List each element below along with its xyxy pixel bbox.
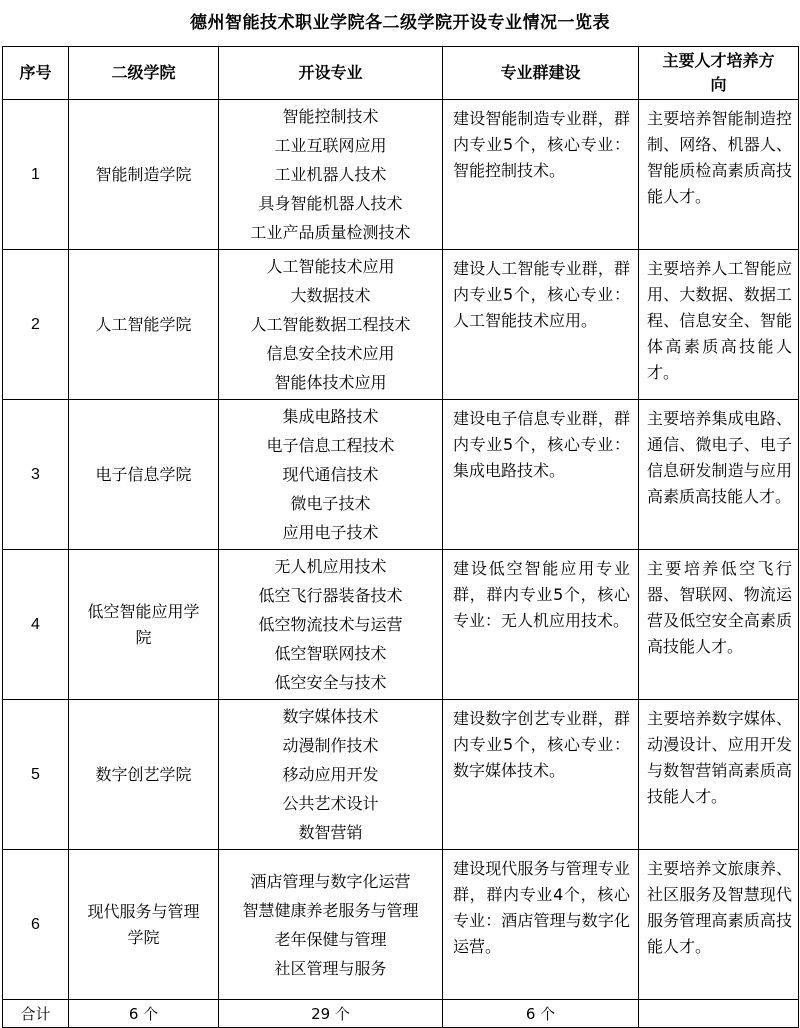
row-college: 现代服务与管理学院 xyxy=(69,850,219,1000)
major-item: 电子信息工程技术 xyxy=(266,436,395,455)
table-row xyxy=(3,700,799,850)
row-majors-cell xyxy=(219,250,443,400)
total-majors: 29 个 xyxy=(219,1000,443,1028)
row-seq: 5 xyxy=(3,700,69,850)
major-item: 信息安全技术应用 xyxy=(266,344,395,363)
row-majors-cell xyxy=(219,700,443,850)
row-college: 低空智能应用学院 xyxy=(69,550,219,700)
row-direction: 主要培养人工智能应用、大数据、数据工程、信息安全、智能体高素质高技能人才。 xyxy=(639,250,799,400)
major-item: 低空智联网技术 xyxy=(274,644,387,663)
major-item: 低空安全与技术 xyxy=(274,673,387,692)
table-row xyxy=(3,400,799,550)
row-direction: 主要培养数字媒体、动漫设计、应用开发与数智营销高素质高技能人才。 xyxy=(639,700,799,850)
major-item: 微电子技术 xyxy=(290,494,371,513)
major-item: 数智营销 xyxy=(298,823,363,842)
major-item: 老年保健与管理 xyxy=(274,929,387,949)
row-direction: 主要培养文旅康养、社区服务及智慧现代服务管理高素质高技能人才。 xyxy=(639,850,799,1000)
major-item: 动漫制作技术 xyxy=(282,736,379,755)
total-groups: 6 个 xyxy=(443,1000,639,1028)
table-row xyxy=(3,250,799,400)
major-item: 人工智能技术应用 xyxy=(266,257,395,276)
major-item: 公共艺术设计 xyxy=(282,794,379,813)
total-row xyxy=(3,1000,799,1028)
majors-table xyxy=(2,46,799,1028)
major-item: 现代通信技术 xyxy=(282,465,379,484)
row-college: 电子信息学院 xyxy=(69,400,219,550)
row-direction: 主要培养低空飞行器、智联网、物流运营及低空安全高素质高技能人才。 xyxy=(639,550,799,700)
header-direction: 主要人才培养方向 xyxy=(639,47,799,100)
table-row xyxy=(3,100,799,250)
table-header-row xyxy=(3,47,799,100)
row-majors-cell xyxy=(219,550,443,700)
major-item: 社区管理与服务 xyxy=(274,958,387,978)
header-college: 二级学院 xyxy=(69,47,219,100)
total-empty-cell xyxy=(639,1000,799,1028)
major-item: 无人机应用技术 xyxy=(274,557,387,576)
major-item: 低空物流技术与运营 xyxy=(258,615,403,634)
row-group: 建设智能制造专业群，群内专业5个，核心专业：智能控制技术。 xyxy=(443,100,639,250)
major-item: 人工智能数据工程技术 xyxy=(250,315,411,334)
major-item: 低空飞行器装备技术 xyxy=(258,586,403,605)
row-group: 建设电子信息专业群，群内专业5个，核心专业：集成电路技术。 xyxy=(443,400,639,550)
major-item: 智能控制技术 xyxy=(282,107,379,126)
table-row xyxy=(3,550,799,700)
row-majors-cell xyxy=(219,850,443,1000)
table-row xyxy=(3,850,799,1000)
row-seq: 6 xyxy=(3,850,69,1000)
row-group: 建设低空智能应用专业群，群内专业5个，核心专业：无人机应用技术。 xyxy=(443,550,639,700)
row-seq: 1 xyxy=(3,100,69,250)
row-group: 建设数字创艺专业群，群内专业5个，核心专业：数字媒体技术。 xyxy=(443,700,639,850)
major-item: 集成电路技术 xyxy=(282,407,379,426)
row-group: 建设人工智能专业群，群内专业5个，核心专业：人工智能技术应用。 xyxy=(443,250,639,400)
major-item: 数字媒体技术 xyxy=(282,707,379,726)
major-item: 工业产品质量检测技术 xyxy=(250,223,411,242)
row-seq: 4 xyxy=(3,550,69,700)
header-majors: 开设专业 xyxy=(219,47,443,100)
major-item: 酒店管理与数字化运营 xyxy=(250,871,411,891)
major-item: 应用电子技术 xyxy=(282,523,379,542)
row-majors-cell xyxy=(219,100,443,250)
major-item: 工业机器人技术 xyxy=(274,165,387,184)
row-majors-cell xyxy=(219,400,443,550)
major-item: 工业互联网应用 xyxy=(274,136,387,155)
row-group: 建设现代服务与管理专业群，群内专业4个，核心专业：酒店管理与数字化运营。 xyxy=(443,850,639,1000)
row-seq: 3 xyxy=(3,400,69,550)
row-direction: 主要培养集成电路、通信、微电子、电子信息研发制造与应用高素质高技能人才。 xyxy=(639,400,799,550)
row-college: 智能制造学院 xyxy=(69,100,219,250)
major-item: 智慧健康养老服务与管理 xyxy=(242,900,419,920)
row-seq: 2 xyxy=(3,250,69,400)
major-item: 具身智能机器人技术 xyxy=(258,194,403,213)
major-item: 大数据技术 xyxy=(290,286,371,305)
major-item: 智能体技术应用 xyxy=(274,373,387,392)
row-direction: 主要培养智能制造控制、网络、机器人、智能质检高素质高技能人才。 xyxy=(639,100,799,250)
total-label: 合计 xyxy=(3,1000,69,1028)
header-group: 专业群建设 xyxy=(443,47,639,100)
total-colleges: 6 个 xyxy=(69,1000,219,1028)
major-item: 移动应用开发 xyxy=(282,765,379,784)
row-college: 数字创艺学院 xyxy=(69,700,219,850)
document-title: 德州智能技术职业学院各二级学院开设专业情况一览表 xyxy=(190,13,610,33)
header-seq: 序号 xyxy=(3,47,69,100)
table-body xyxy=(3,100,799,1000)
row-college: 人工智能学院 xyxy=(69,250,219,400)
